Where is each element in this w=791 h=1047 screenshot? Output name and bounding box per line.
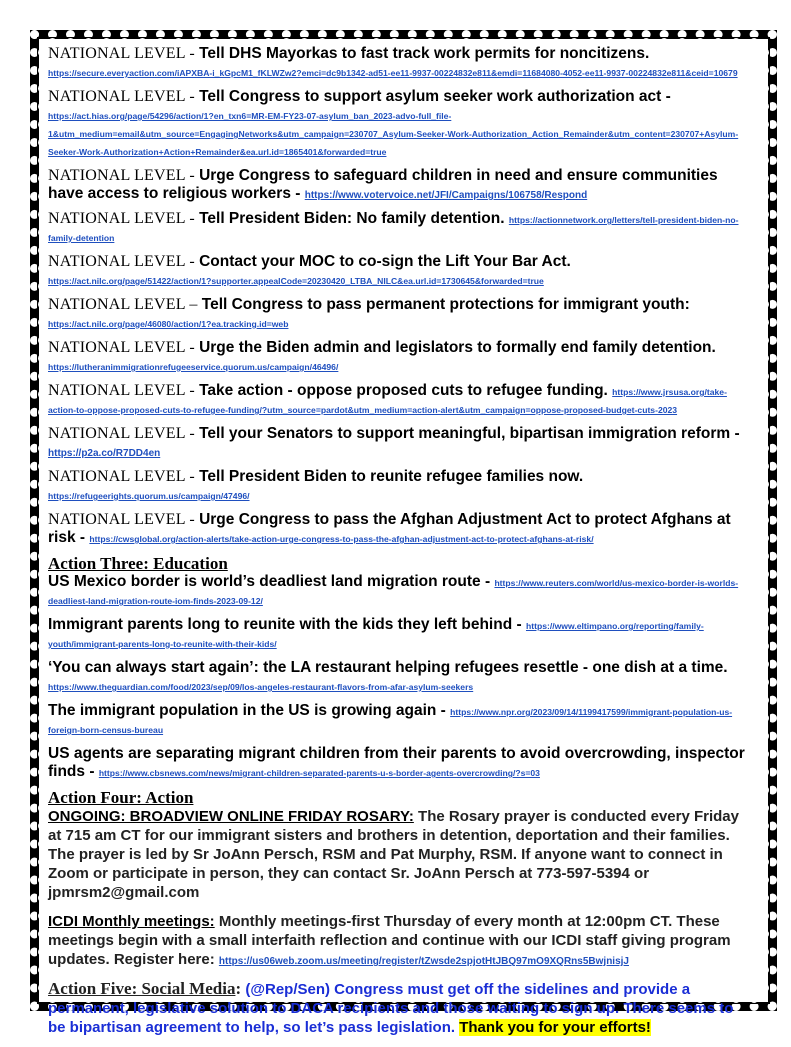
action-link[interactable]: https://refugeerights.quorum.us/campaign/47496/ xyxy=(48,491,250,501)
national-item: NATIONAL LEVEL - Contact your MOC to co-sign the Lift Your Bar Act. https://act.nilc.org/page/51422/action/1?supporter.appealCode=20230420_LTBA_NILC&ea.url.id=1730645&forwarded=true xyxy=(48,253,571,286)
article-item: ‘You can always start again’: the LA restaurant helping refugees resettle - one dish at a time. https://www.theguardian.com/food/2023/sep/09/los-angeles-restaurant-flavors-from-afar-asylum-seekers xyxy=(48,659,728,692)
action-link[interactable]: https://act.hias.org/page/54296/action/1?en_txn6=MR-EM-FY23-07-asylum_ban_2023-advo-full_file-1&utm_medium=email&utm_source=EngagingNetworks&utm_campaign=230707_Asylum-Seeker-Work-Authorization_Action_Remainder&utm_content=230707+Asylum-Seeker-Work-Authorization+Action+Remainder&ea.url.id=1865401&forwarded=true xyxy=(48,111,739,157)
action-link[interactable]: https://www.votervoice.net/JFI/Campaigns/106758/Respond xyxy=(304,190,588,201)
zoom-register-link[interactable]: https://us06web.zoom.us/meeting/register/tZwsde2spjotHtJBQ97mO9XQRns5BwjnisjJ xyxy=(218,956,629,967)
article-item: US Mexico border is world’s deadliest land migration route - https://www.reuters.com/world/us-mexico-border-is-worlds-deadliest-land-migration-route-iom-finds-2023-09-12/ xyxy=(48,573,739,606)
icdi-paragraph: ICDI Monthly meetings: Monthly meetings-first Thursday of every month at 12:00pm CT. These meetings begin with a small interfaith reflection and continue with our ICDI staff giving program updates. Register here: https://us06web.zoom.us/meeting/register/tZwsde2spjotHtJBQ97mO9XQRns5BwjnisjJ xyxy=(48,913,731,968)
national-item: NATIONAL LEVEL - Tell Congress to support asylum seeker work authorization act - https://act.hias.org/page/54296/action/1?en_txn6=MR-EM-FY23-07-asylum_ban_2023-advo-full_file-1&utm_medium=email&utm_source=EngagingNetworks&utm_campaign=230707_Asylum-Seeker-Work-Authorization_Action_Remainder&utm_content=230707+Asylum-Seeker-Work-Authorization+Action+Remainder&ea.url.id=1865401&forwarded=true xyxy=(48,88,739,157)
national-item: NATIONAL LEVEL – Tell Congress to pass permanent protections for immigrant youth: https://act.nilc.org/page/46080/action/1?ea.tracking.id=web xyxy=(48,296,690,329)
rosary-paragraph: ONGOING: BROADVIEW ONLINE FRIDAY ROSARY: The Rosary prayer is conducted every Friday at 715 am CT for our immigrant sisters and brothers in detention, deportation and their families. The prayer is led by Sr JoAnn Persch, RSM and Pat Murphy, RSM. If anyone want to connect in Zoom or participate in person, they can contact Sr. JoAnn Persch at 773-597-5394 or jpmrsm2@gmail.com xyxy=(48,808,739,901)
national-item: NATIONAL LEVEL - Urge Congress to safeguard children in need and ensure communities have access to religious workers - https://www.votervoice.net/JFI/Campaigns/106758/Respond xyxy=(48,167,718,202)
action-link[interactable]: https://act.nilc.org/page/51422/action/1?supporter.appealCode=20230420_LTBA_NILC&ea.url.id=1730645&forwarded=true xyxy=(48,276,544,286)
section-heading: Action Three: Education xyxy=(48,554,228,573)
article-item: The immigrant population in the US is growing again - https://www.npr.org/2023/09/14/1199417599/immigrant-population-us-foreign-born-census-bureau xyxy=(48,702,733,735)
national-item: NATIONAL LEVEL - Tell DHS Mayorkas to fast track work permits for noncitizens. https://secure.everyaction.com/iAPXBA-i_kGpcM1_fKLWZw2?emci=dc9b1342-ad51-ee11-9937-00224832e811&emdi=11684080-4052-ee11-9937-00224832e811&ceid=10679 xyxy=(48,45,738,78)
article-link[interactable]: https://www.cbsnews.com/news/migrant-children-separated-parents-u-s-border-agents-overcrowding/?s=03 xyxy=(98,768,540,778)
social-media-paragraph: Action Five: Social Media: (@Rep/Sen) Congress must get off the sidelines and provide a permanent, legislative solution to DACA recipients and those waiting to sign up. There seems to be bipartisan agreement to help, so let’s pass legislation. Thank you for your efforts! xyxy=(48,979,734,1036)
national-item: NATIONAL LEVEL - Take action - oppose proposed cuts to refugee funding. https://www.jrsusa.org/take-action-to-oppose-proposed-cuts-to-refugee-funding/?utm_source=pardot&utm_medium=action-alert&utm_campaign=oppose-proposed-budget-cuts-2023 xyxy=(48,382,727,415)
article-link[interactable]: https://www.theguardian.com/food/2023/sep/09/los-angeles-restaurant-flavors-from-afar-asylum-seekers xyxy=(48,682,474,692)
action-link[interactable]: https://p2a.co/R7DD4en xyxy=(48,448,161,459)
section-heading: Action Five: Social Media xyxy=(48,979,236,998)
action-link[interactable]: https://secure.everyaction.com/iAPXBA-i_kGpcM1_fKLWZw2?emci=dc9b1342-ad51-ee11-9937-00224832e811&emdi=11684080-4052-ee11-9937-00224832e811&ceid=10679 xyxy=(48,68,738,78)
document-body xyxy=(48,45,746,1047)
section-heading: Action Four: Action xyxy=(48,788,194,807)
article-link[interactable]: https://www.npr.org/2023/09/14/1199417599/immigrant-population-us-foreign-born-census-bureau xyxy=(48,707,733,735)
national-item: NATIONAL LEVEL - Tell your Senators to support meaningful, bipartisan immigration reform - https://p2a.co/R7DD4en xyxy=(48,425,740,459)
action-link[interactable]: https://act.nilc.org/page/46080/action/1?ea.tracking.id=web xyxy=(48,319,289,329)
action-link[interactable]: https://lutheranimmigrationrefugeeservice.quorum.us/campaign/46496/ xyxy=(48,362,339,372)
article-item: US agents are separating migrant children from their parents to avoid overcrowding, inspector finds - https://www.cbsnews.com/news/migrant-children-separated-parents-u-s-border-agents-overcrowding/?s=03 xyxy=(48,745,745,780)
national-item: NATIONAL LEVEL - Tell President Biden: No family detention. https://actionnetwork.org/letters/tell-president-biden-no-family-detention xyxy=(48,210,739,243)
national-item: NATIONAL LEVEL - Tell President Biden to reunite refugee families now. https://refugeerights.quorum.us/campaign/47496/ xyxy=(48,468,584,501)
action-link[interactable]: https://www.jrsusa.org/take-action-to-oppose-proposed-cuts-to-refugee-funding/?utm_source=pardot&utm_medium=action-alert&utm_campaign=oppose-proposed-budget-cuts-2023 xyxy=(48,387,727,415)
action-link[interactable]: https://cwsglobal.org/action-alerts/take-action-urge-congress-to-pass-the-afghan-adjustment-act-to-protect-afghans-at-risk/ xyxy=(89,534,594,544)
national-item: NATIONAL LEVEL - Urge Congress to pass the Afghan Adjustment Act to protect Afghans at risk - https://cwsglobal.org/action-alerts/take-action-urge-congress-to-pass-the-afghan-adjustment-act-to-protect-afghans-at-risk/ xyxy=(48,511,731,546)
article-item: Immigrant parents long to reunite with the kids they left behind - https://www.eltimpano.org/reporting/family-youth/immigrant-parents-long-to-reunite-with-their-kids/ xyxy=(48,616,704,649)
article-link[interactable]: https://www.reuters.com/world/us-mexico-border-is-worlds-deadliest-land-migration-route-iom-finds-2023-09-12/ xyxy=(48,578,739,606)
article-link[interactable]: https://www.eltimpano.org/reporting/family-youth/immigrant-parents-long-to-reunite-with-their-kids/ xyxy=(48,621,704,649)
action-link[interactable]: https://actionnetwork.org/letters/tell-president-biden-no-family-detention xyxy=(48,215,739,243)
national-item: NATIONAL LEVEL - Urge the Biden admin and legislators to formally end family detention. https://lutheranimmigrationrefugeeservice.quorum.us/campaign/46496/ xyxy=(48,339,716,372)
